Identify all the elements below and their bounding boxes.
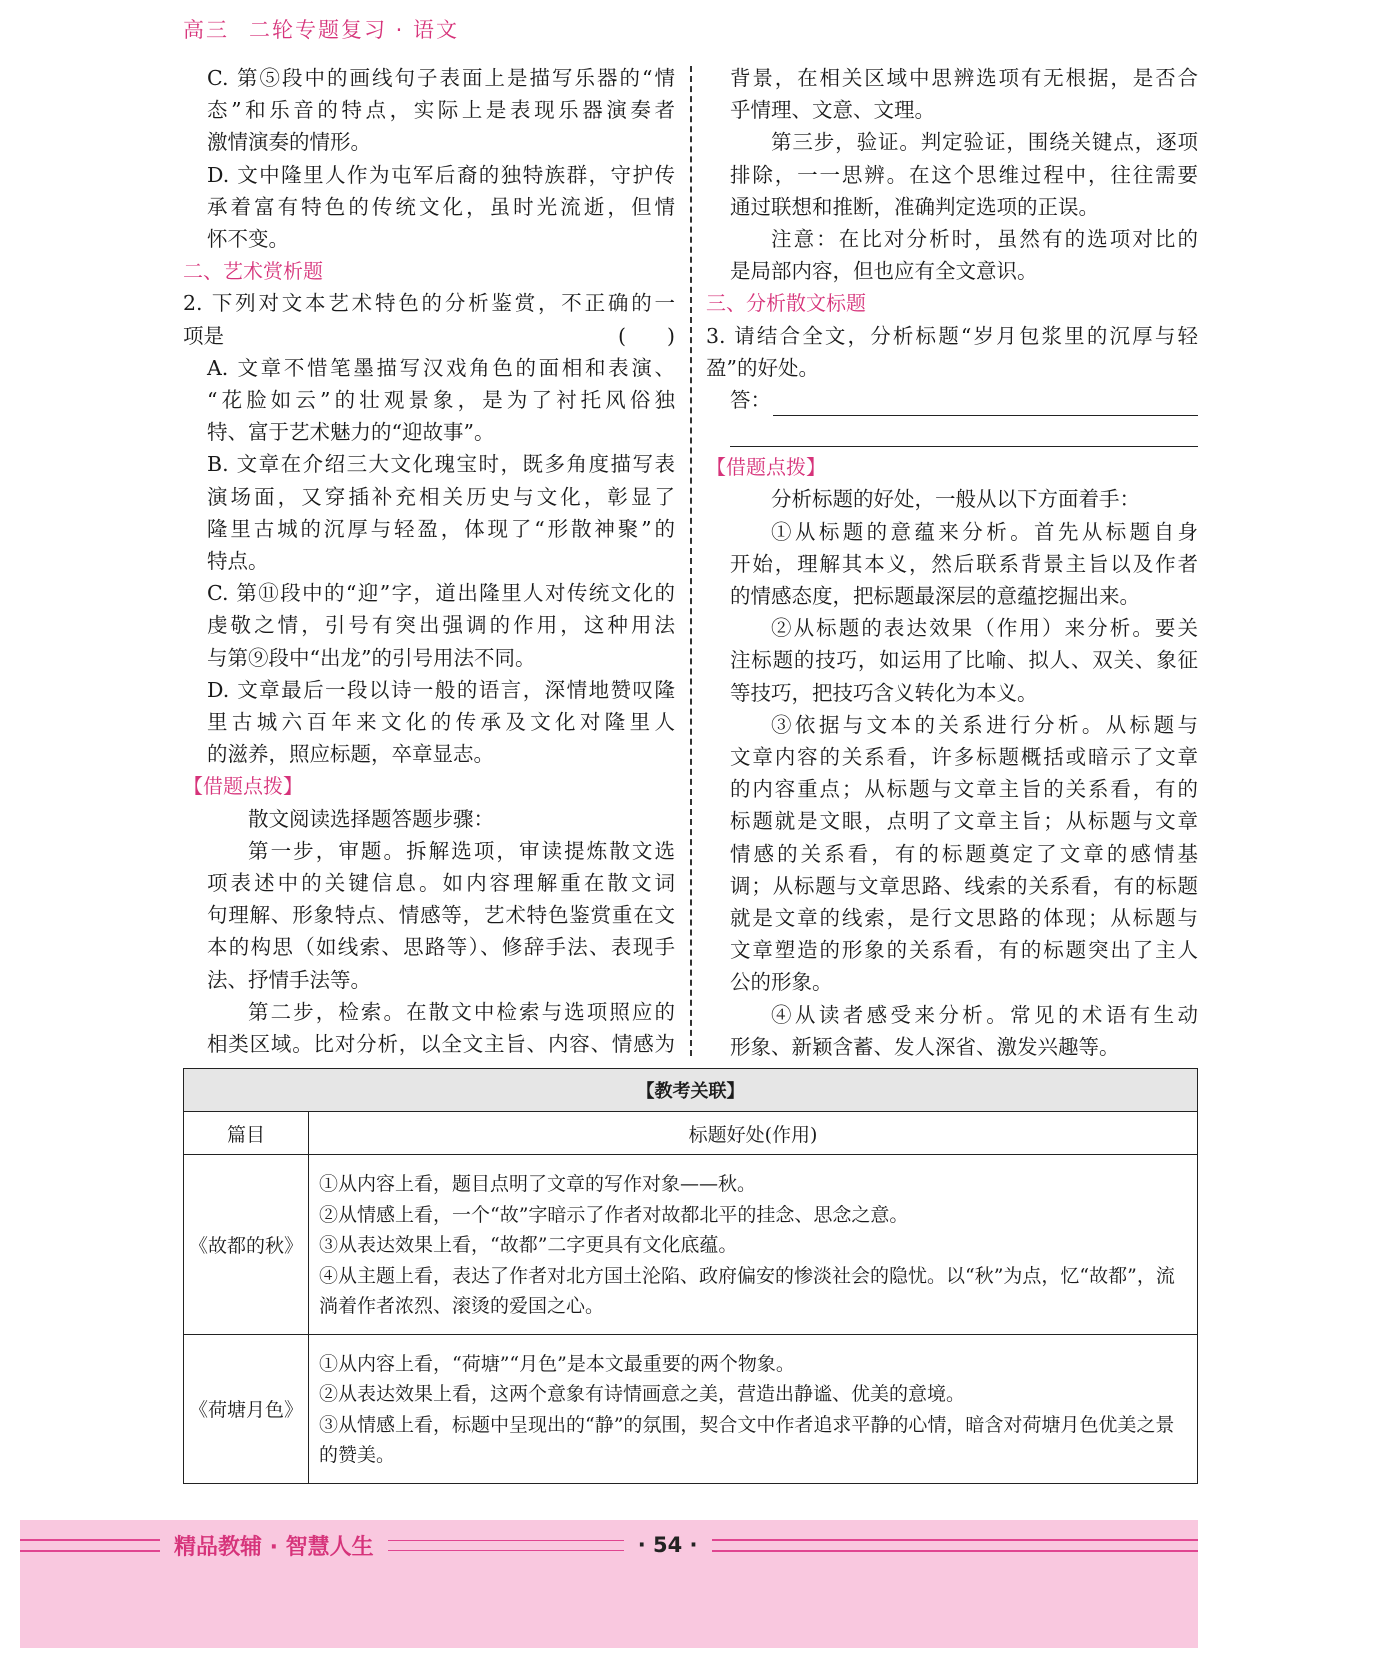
line: 标题就是文眼，点明了文章主旨；从标题与文章 bbox=[730, 809, 1198, 834]
column-divider bbox=[690, 66, 692, 1056]
row-content bbox=[309, 1334, 1198, 1483]
line: 的情感态度，把标题最深层的意蕴挖掘出来。 bbox=[730, 584, 1140, 609]
line: 第一步，审题。拆解选项，审读提炼散文选 bbox=[248, 838, 675, 863]
footer-rule bbox=[388, 1540, 624, 1551]
line: 特、富于艺术魅力的“迎故事”。 bbox=[207, 420, 495, 445]
table-row bbox=[184, 1334, 1198, 1483]
line: 句理解、形象特点、情感等，艺术特色鉴赏重在文 bbox=[207, 903, 675, 928]
line: 公的形象。 bbox=[730, 970, 833, 995]
line: 背景，在相关区域中思辨选项有无根据，是否合 bbox=[730, 66, 1198, 90]
line: D. 文中隆里人作为屯军后裔的独特族群，守护传 bbox=[207, 162, 675, 187]
row-title: 《故都的秋》 bbox=[184, 1155, 309, 1335]
line: 承着富有特色的传统文化，虽时光流逝，但情 bbox=[207, 194, 675, 219]
q2-option-d bbox=[183, 674, 675, 771]
teaching-exam-table bbox=[183, 1068, 1198, 1484]
line: ④从读者感受来分析。常见的术语有生动 bbox=[771, 1002, 1198, 1027]
line: 3. 请结合全文，分析标题“岁月包浆里的沉厚与轻 bbox=[706, 323, 1198, 348]
title-analysis-tips bbox=[706, 483, 1198, 1063]
left-column bbox=[183, 62, 675, 1060]
line: 的滋养，照应标题，卒章显志。 bbox=[207, 742, 494, 767]
line: 散文阅读选择题答题步骤： bbox=[248, 806, 494, 831]
line: 注意：在比对分析时，虽然有的选项对比的 bbox=[771, 227, 1198, 252]
line: 与第⑨段中“出龙”的引号用法不同。 bbox=[207, 645, 536, 670]
line: 乎情理、文意、文理。 bbox=[730, 98, 935, 123]
footer-rule bbox=[20, 1539, 160, 1552]
answer-blank[interactable] bbox=[773, 391, 1198, 416]
line: 第三步，验证。判定验证，围绕关键点，逐项 bbox=[771, 130, 1198, 155]
line: 等技巧，把技巧含义转化为本义。 bbox=[730, 680, 1038, 705]
line: 调；从标题与文章思路、线索的关系看，有的标题 bbox=[730, 873, 1198, 898]
table-row bbox=[184, 1155, 1198, 1335]
line: D. 文章最后一段以诗一般的语言，深情地赞叹隆 bbox=[207, 677, 675, 702]
line: 分析标题的好处，一般从以下方面着手： bbox=[771, 487, 1140, 512]
line: 的内容重点；从标题与文章主旨的关系看，有的 bbox=[730, 777, 1198, 802]
line: 特点。 bbox=[207, 549, 269, 574]
line: A. 文章不惜笔墨描写汉戏角色的面相和表演、 bbox=[207, 355, 675, 380]
q2-option-b bbox=[183, 448, 675, 577]
line: 形象、新颖含蓄、发人深省、激发兴趣等。 bbox=[730, 1034, 1120, 1059]
line: 文章塑造的形象的关系看，有的标题突出了主人 bbox=[730, 938, 1198, 963]
line: 盈”的好处。 bbox=[706, 355, 819, 380]
page-number: · 54 · bbox=[637, 1533, 698, 1557]
question-3 bbox=[706, 320, 1198, 384]
line: 激情演奏的情形。 bbox=[207, 130, 371, 155]
row-title: 《荷塘月色》 bbox=[184, 1334, 309, 1483]
q2-option-a bbox=[183, 352, 675, 449]
tip-label: 【借题点拨】 bbox=[183, 774, 303, 799]
row-content bbox=[309, 1155, 1198, 1335]
answer-paren: ( ) bbox=[618, 323, 675, 348]
line: 演场面，又穿插补充相关历史与文化，彰显了 bbox=[207, 484, 675, 509]
line: 2. 下列对文本艺术特色的分析鉴赏，不正确的一 bbox=[183, 291, 675, 316]
line: 里古城六百年来文化的传承及文化对隆里人 bbox=[207, 710, 675, 735]
line: B. 文章在介绍三大文化瑰宝时，既多角度描写表 bbox=[207, 452, 675, 477]
line: ②从情感上看，一个“故”字暗示了作者对故都北平的挂念、思念之意。 bbox=[319, 1203, 909, 1226]
line: 相类区域。比对分析，以全文主旨、内容、情感为 bbox=[207, 1032, 675, 1057]
line: ③依据与文本的关系进行分析。从标题与 bbox=[771, 712, 1198, 737]
answer-line[interactable] bbox=[706, 384, 1198, 416]
line: 排除，一一思辨。在这个思维过程中，往往需要 bbox=[730, 162, 1198, 187]
line: 文章内容的关系看，许多标题概括或暗示了文章 bbox=[730, 745, 1198, 770]
tip-continued bbox=[706, 62, 1198, 287]
line: 本的构思（如线索、思路等）、修辞手法、表现手 bbox=[207, 935, 675, 960]
line: 是局部内容，但也应有全文意识。 bbox=[730, 259, 1038, 284]
answer-blank-2[interactable] bbox=[730, 424, 1198, 447]
table-header-benefit: 标题好处(作用) bbox=[309, 1112, 1198, 1155]
header-grade: 高三 bbox=[183, 18, 229, 42]
line: ③从表达效果上看，“故都”二字更具有文化底蕴。 bbox=[319, 1234, 738, 1256]
line: C. 第⑪段中的“迎”字，道出隆里人对传统文化的 bbox=[207, 581, 675, 606]
line: 态”和乐音的特点，实际上是表现乐器演奏者 bbox=[207, 98, 675, 123]
line: 怀不变。 bbox=[207, 227, 289, 252]
line: 通过联想和推断，准确判定选项的正误。 bbox=[730, 194, 1099, 219]
answer-label: 答： bbox=[730, 388, 771, 413]
table-header-title: 篇目 bbox=[184, 1112, 309, 1155]
line: 第二步，检索。在散文中检索与选项照应的 bbox=[248, 999, 675, 1024]
line: ①从内容上看，题目点明了文章的写作对象——秋。 bbox=[319, 1173, 757, 1195]
line: 开始，理解其本义，然后联系背景主旨以及作者 bbox=[730, 551, 1198, 576]
line bbox=[183, 320, 675, 352]
line: ③从情感上看，标题中呈现出的“静”的氛围，契合文中作者追求平静的心情，暗含对荷塘月色优美之景的赞美。 bbox=[319, 1413, 1175, 1466]
line: ④从主题上看，表达了作者对北方国土沦陷、政府偏安的惨淡社会的隐忧。以“秋”为点，忆“故都”，流淌着作者浓烈、滚烫的爱国之心。 bbox=[319, 1264, 1175, 1317]
line: 法、抒情手法等。 bbox=[207, 967, 371, 992]
line: C. 第⑤段中的画线句子表面上是描写乐器的“情 bbox=[207, 66, 675, 90]
line: 隆里古城的沉厚与轻盈，体现了“形散神聚”的 bbox=[207, 516, 675, 541]
section-heading-art: 二、艺术赏析题 bbox=[183, 259, 323, 284]
question-2 bbox=[183, 287, 675, 351]
table-caption: 【教考关联】 bbox=[184, 1069, 1198, 1112]
line: ①从标题的意蕴来分析。首先从标题自身 bbox=[771, 519, 1198, 544]
line: 情感的关系看，有的标题奠定了文章的感情基 bbox=[730, 841, 1198, 866]
option-d bbox=[183, 159, 675, 256]
tip-label-2: 【借题点拨】 bbox=[706, 455, 826, 480]
question-2-tail: 项是 bbox=[183, 323, 224, 348]
line: ①从内容上看，“荷塘”“月色”是本文最重要的两个物象。 bbox=[319, 1352, 795, 1375]
section-heading-title: 三、分析散文标题 bbox=[706, 291, 866, 316]
footer-slogan: 精品教辅 · 智慧人生 bbox=[174, 1534, 374, 1560]
page-header bbox=[183, 14, 459, 44]
right-column bbox=[706, 62, 1198, 1063]
footer-rule bbox=[712, 1539, 1199, 1552]
line: 就是文章的线索，是行文思路的体现；从标题与 bbox=[730, 906, 1198, 931]
line: ②从标题的表达效果（作用）来分析。要关 bbox=[771, 616, 1198, 641]
line: ②从表达效果上看，这两个意象有诗情画意之美，营造出静谧、优美的意境。 bbox=[319, 1383, 966, 1405]
option-c bbox=[183, 62, 675, 159]
footer-bar bbox=[20, 1522, 1198, 1568]
line: 项表述中的关键信息。如内容理解重在散文词 bbox=[207, 871, 675, 896]
q2-option-c bbox=[183, 577, 675, 674]
line: 注标题的技巧，如运用了比喻、拟人、双关、象征 bbox=[730, 648, 1198, 673]
tip-steps bbox=[183, 803, 675, 1061]
header-title: 二轮专题复习 · 语文 bbox=[249, 18, 460, 42]
line: “花脸如云”的壮观景象，是为了衬托风俗独 bbox=[207, 388, 675, 413]
line: 虔敬之情，引号有突出强调的作用，这种用法 bbox=[207, 613, 675, 638]
